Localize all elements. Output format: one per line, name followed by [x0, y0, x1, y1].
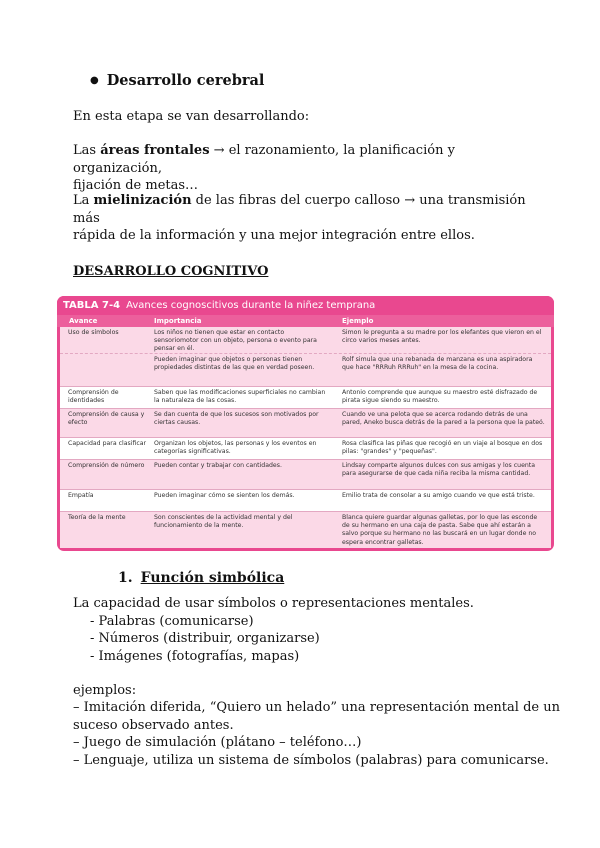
p2-line1-rest: de las fibras del cuerpo calloso → una transmisión más	[73, 193, 526, 226]
table-header-row	[57, 315, 554, 327]
example-line: – Imitación diferida, “Quiero un helado” una representación mental de un	[73, 700, 560, 715]
heading-number: 1.	[118, 570, 133, 586]
intro-paragraph: En esta etapa se van desarrollando:	[73, 109, 310, 124]
table-body	[60, 327, 551, 547]
table-row	[60, 327, 551, 353]
cell-ejemplo: Lindsay comparte algunos dulces con sus amigas y los cuenta para asegurarse de que cada niña reciba la misma cantidad.	[342, 462, 536, 478]
term-mielinizacion: mielinización	[93, 193, 192, 208]
cell-avance: Empatía	[68, 492, 94, 499]
list-item: - Palabras (comunicarse)	[90, 614, 254, 629]
p1-line2: fijación de metas…	[73, 178, 199, 193]
list-item: - Números (distribuir, organizarse)	[90, 631, 320, 646]
heading-title: Función simbólica	[140, 570, 285, 586]
table-row	[60, 408, 551, 438]
cell-avance: Teoría de la mente	[68, 514, 126, 521]
bullet-icon: ●	[90, 75, 99, 86]
p1-prefix: Las	[73, 143, 101, 158]
cell-avance: Comprensión de número	[68, 462, 145, 469]
cell-ejemplo: Simon le pregunta a su madre por los elefantes que vieron en el circo varios meses antes.	[342, 329, 542, 345]
table-label: TABLA 7-4	[63, 300, 121, 311]
cell-ejemplo: Rolf simula que una rebanada de manzana es una aspiradora que hace "RRRuh RRRuh" en la mesa de la cocina.	[342, 356, 533, 372]
example-juego: – Juego de simulación (plátano – teléfono…)	[73, 735, 362, 750]
table-row	[60, 489, 551, 512]
table-avances-cognoscitivos	[57, 296, 554, 551]
header-importancia: Importancia	[154, 317, 202, 325]
cell-importancia: Son conscientes de la actividad mental y del funcionamiento de la mente.	[154, 514, 293, 530]
table-row	[60, 511, 551, 548]
cell-ejemplo: Antonio comprende que aunque su maestro esté disfrazado de pirata sigue siendo su maestro.	[342, 389, 538, 405]
cell-ejemplo: Rosa clasifica las piñas que recogió en un viaje al bosque en dos pilas: "grandes" y "pequeñas".	[342, 440, 543, 456]
cell-avance: Comprensión de causa y efecto	[68, 411, 145, 427]
heading-funcion-simbolica	[118, 570, 284, 586]
paragraph-areas-frontales	[73, 142, 543, 195]
example-line: suceso observado antes.	[73, 717, 234, 733]
table-row	[60, 386, 551, 409]
table-row	[60, 459, 551, 490]
cell-ejemplo: Cuando ve una pelota que se acerca rodando detrás de una pared, Aneko busca detrás de la pared a la persona que la pateó.	[342, 411, 545, 427]
paragraph-mielinizacion	[73, 192, 553, 245]
table-title: Avances cognoscitivos durante la niñez temprana	[126, 300, 376, 311]
table-title-bar	[57, 296, 554, 315]
simbolica-intro: La capacidad de usar símbolos o representaciones mentales.	[73, 596, 474, 611]
heading-desarrollo-cerebral: Desarrollo cerebral	[106, 72, 265, 89]
cell-avance: Capacidad para clasificar	[68, 440, 147, 447]
table-row	[60, 353, 551, 387]
p2-line2: rápida de la información y una mejor integración entre ellos.	[73, 228, 475, 243]
list-item: - Imágenes (fotografías, mapas)	[90, 649, 300, 664]
example-lenguaje: – Lenguaje, utiliza un sistema de símbolos (palabras) para comunicarse.	[73, 753, 549, 768]
table-row	[60, 437, 551, 460]
term-areas-frontales: áreas frontales	[100, 143, 210, 158]
cell-ejemplo: Emilio trata de consolar a su amigo cuando ve que está triste.	[342, 492, 535, 499]
header-avance: Avance	[69, 317, 98, 325]
header-ejemplo: Ejemplo	[342, 317, 374, 325]
heading-desarrollo-cognitivo: DESARROLLO COGNITIVO	[73, 264, 269, 279]
cell-avance: Comprensión de identidades	[68, 389, 119, 405]
cell-importancia: Los niños no tienen que estar en contacto sensoriomotor con un objeto, persona o evento para pensar en él.	[154, 329, 317, 353]
cell-avance: Uso de símbolos	[68, 329, 119, 336]
example-imitacion	[73, 699, 573, 734]
cell-importancia: Pueden imaginar que objetos o personas tienen propiedades distintas de las que en verdad poseen.	[154, 356, 315, 372]
cell-importancia: Pueden imaginar cómo se sienten los demás.	[154, 492, 295, 499]
cell-importancia: Organizan los objetos, las personas y los eventos en categorías significativas.	[154, 440, 317, 456]
cell-importancia: Pueden contar y trabajar con cantidades.	[154, 462, 282, 469]
examples-label: ejemplos:	[73, 683, 137, 698]
p2-prefix: La	[73, 193, 94, 208]
p1-line1-rest: → el razonamiento, la planificación y organización,	[73, 143, 455, 176]
cell-ejemplo: Blanca quiere guardar algunas galletas, por lo que las esconde de su hermano en una caja de pasta. Sabe que ahí estarán a salvo porque su hermano no las buscará en un lugar donde no espera encontrar galletas.	[342, 514, 538, 546]
cell-importancia: Se dan cuenta de que los sucesos son motivados por ciertas causas.	[154, 411, 319, 427]
bullet-heading-cerebral	[90, 72, 264, 89]
cell-importancia: Saben que las modificaciones superficiales no cambian la naturaleza de las cosas.	[154, 389, 326, 405]
